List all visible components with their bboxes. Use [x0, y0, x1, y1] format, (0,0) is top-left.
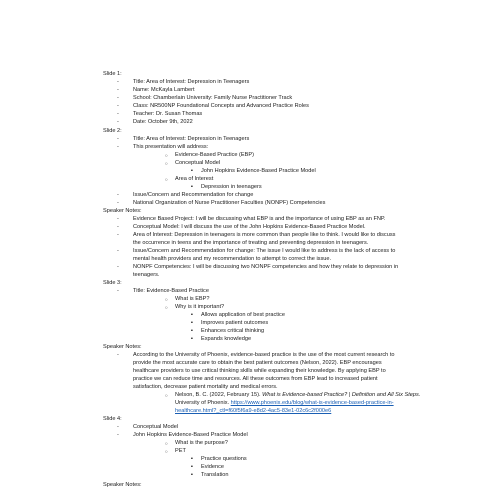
- slide-2-note-line: - Area of Interest: Depression in teenagers is more common than people like to think. I would like to discuss: [133, 232, 395, 239]
- slide-2-note-line: teenagers.: [133, 272, 160, 278]
- slide-2-depression-item: ▪ Depression in teenagers: [201, 184, 262, 191]
- slide-4-jh: - John Hopkins Evidence-Based Practice Model: [133, 432, 248, 439]
- slide-2-title: - Title: Area of Interest: Depression in Teenagers: [133, 136, 249, 143]
- slide-2-note-line: - Issue/Concern and Recommendation for change: The issue I would like to address is the lack of access to: [133, 248, 395, 255]
- slide-2-issue-item: - Issue/Concern and Recommendation for change: [133, 192, 253, 199]
- slide-4-pet-item: ○ PET: [175, 448, 186, 455]
- slide-3-note-line: healthcare providers to use critical thinking skills while expanding their knowledge. By applying EBP to: [133, 368, 386, 374]
- reference-link-cont[interactable]: healthcare.html?_ctl=f60f5f6a9-e8d2-4ac5-83e1-02c6c2f000e6: [175, 408, 332, 414]
- slide-2-notes-heading: Speaker Notes:: [103, 208, 142, 214]
- slide-3-reference: [175, 392, 420, 399]
- slide-4-pet-sub-item: ▪ Practice questions: [201, 456, 247, 463]
- slide-4-pet-sub-item: ▪ Evidence: [201, 464, 224, 471]
- slide-4-notes-heading: Speaker Notes:: [103, 482, 142, 488]
- slide-1-date: - Date: October 9th, 2022: [133, 119, 193, 126]
- slide-2-conceptual-item: ○ Conceptual Model: [175, 160, 220, 167]
- slide-3-note-line: practice we can reduce time and resources. All these outcomes from EBP lead to increased patient: [133, 376, 378, 382]
- slide-2-heading: Slide 2:: [103, 128, 122, 134]
- slide-2-nonpf-item: - National Organization of Nurse Practitioner Faculties (NONPF) Competencies: [133, 200, 325, 207]
- slide-3-note-line: satisfaction, decrease patient mortality and medical errors.: [133, 384, 278, 390]
- slide-1-title: - Title: Area of Interest: Depression in Teenagers: [133, 79, 249, 86]
- slide-3-heading: Slide 3:: [103, 280, 122, 286]
- slide-1-teacher: - Teacher: Dr. Susan Thomas: [133, 111, 202, 118]
- slide-2-note-line: mental health providers and my recommendation to attempt to correct the issue.: [133, 256, 332, 262]
- slide-1-school: - School: Chamberlain University: Family Nurse Practitioner Track: [133, 95, 292, 102]
- slide-3-title: - Title: Evidence-Based Practice: [133, 288, 209, 295]
- slide-3-reason-item: ▪ Improves patient outcomes: [201, 320, 268, 327]
- slide-4-heading: Slide 4:: [103, 416, 122, 422]
- slide-3-note-line: provide the most accurate care to obtain the best patient outcomes (Nelson, 2022). EBP encourages: [133, 360, 382, 366]
- slide-2-jh-item: ▪ John Hopkins Evidence-Based Practice Model: [201, 168, 316, 175]
- slide-2-ebp-item: ○ Evidence-Based Practice (EBP): [175, 152, 254, 159]
- slide-3-why-item: ○ Why is it important?: [175, 304, 224, 311]
- slide-1-heading: Slide 1:: [103, 71, 122, 77]
- slide-3-notes-heading: Speaker Notes:: [103, 344, 142, 350]
- slide-1-name: - Name: McKayla Lambert: [133, 87, 195, 94]
- reference-title: What is Evidence-based Practice? | Definition and All Six Steps.: [262, 392, 421, 398]
- reference-author: Nelson, B. C. (2022, February 15).: [175, 392, 263, 398]
- slide-3-reason-item: ▪ Expands knowledge: [201, 336, 251, 343]
- slide-3-what-item: ○ What is EBP?: [175, 296, 210, 303]
- slide-4-conceptual: - Conceptual Model: [133, 424, 178, 431]
- slide-3-reason-item: ▪ Enhances critical thinking: [201, 328, 264, 335]
- slide-4-purpose-item: ○ What is the purpose?: [175, 440, 228, 447]
- slide-2-area-item: ○ Area of Interest: [175, 176, 213, 183]
- slide-2-intro: - This presentation will address:: [133, 144, 208, 151]
- slide-2-note-line: - NONPF Competencies: I will be discussing two NONPF competencies and how they relate to depression in: [133, 264, 398, 271]
- reference-publisher: University of Phoenix.: [175, 400, 231, 406]
- reference-link[interactable]: https://www.phoenix.edu/blog/what-is-evidence-based-practice-in-: [230, 400, 394, 406]
- slide-2-note-line: the occurrence in teens and the importance of treating and preventing depression in teenagers.: [133, 240, 369, 246]
- slide-3-reason-item: ▪ Allows application of best practice: [201, 312, 285, 319]
- slide-2-note-line: - Conceptual Model: I will discuss the use of the John Hopkins Evidence-Based Practice Model.: [133, 224, 366, 231]
- slide-4-pet-sub-item: ▪ Translation: [201, 472, 228, 479]
- slide-3-note-line: - According to the University of Phoenix, evidence-based practice is the use of the most current research to: [133, 352, 395, 359]
- slide-3-reference-cont: [175, 400, 394, 407]
- slide-2-note-line: - Evidence Based Project: I will be discussing what EBP is and the importance of using EBP as an FNP.: [133, 216, 385, 223]
- slide-1-class: - Class: NR500NP Foundational Concepts and Advanced Practice Roles: [133, 103, 309, 110]
